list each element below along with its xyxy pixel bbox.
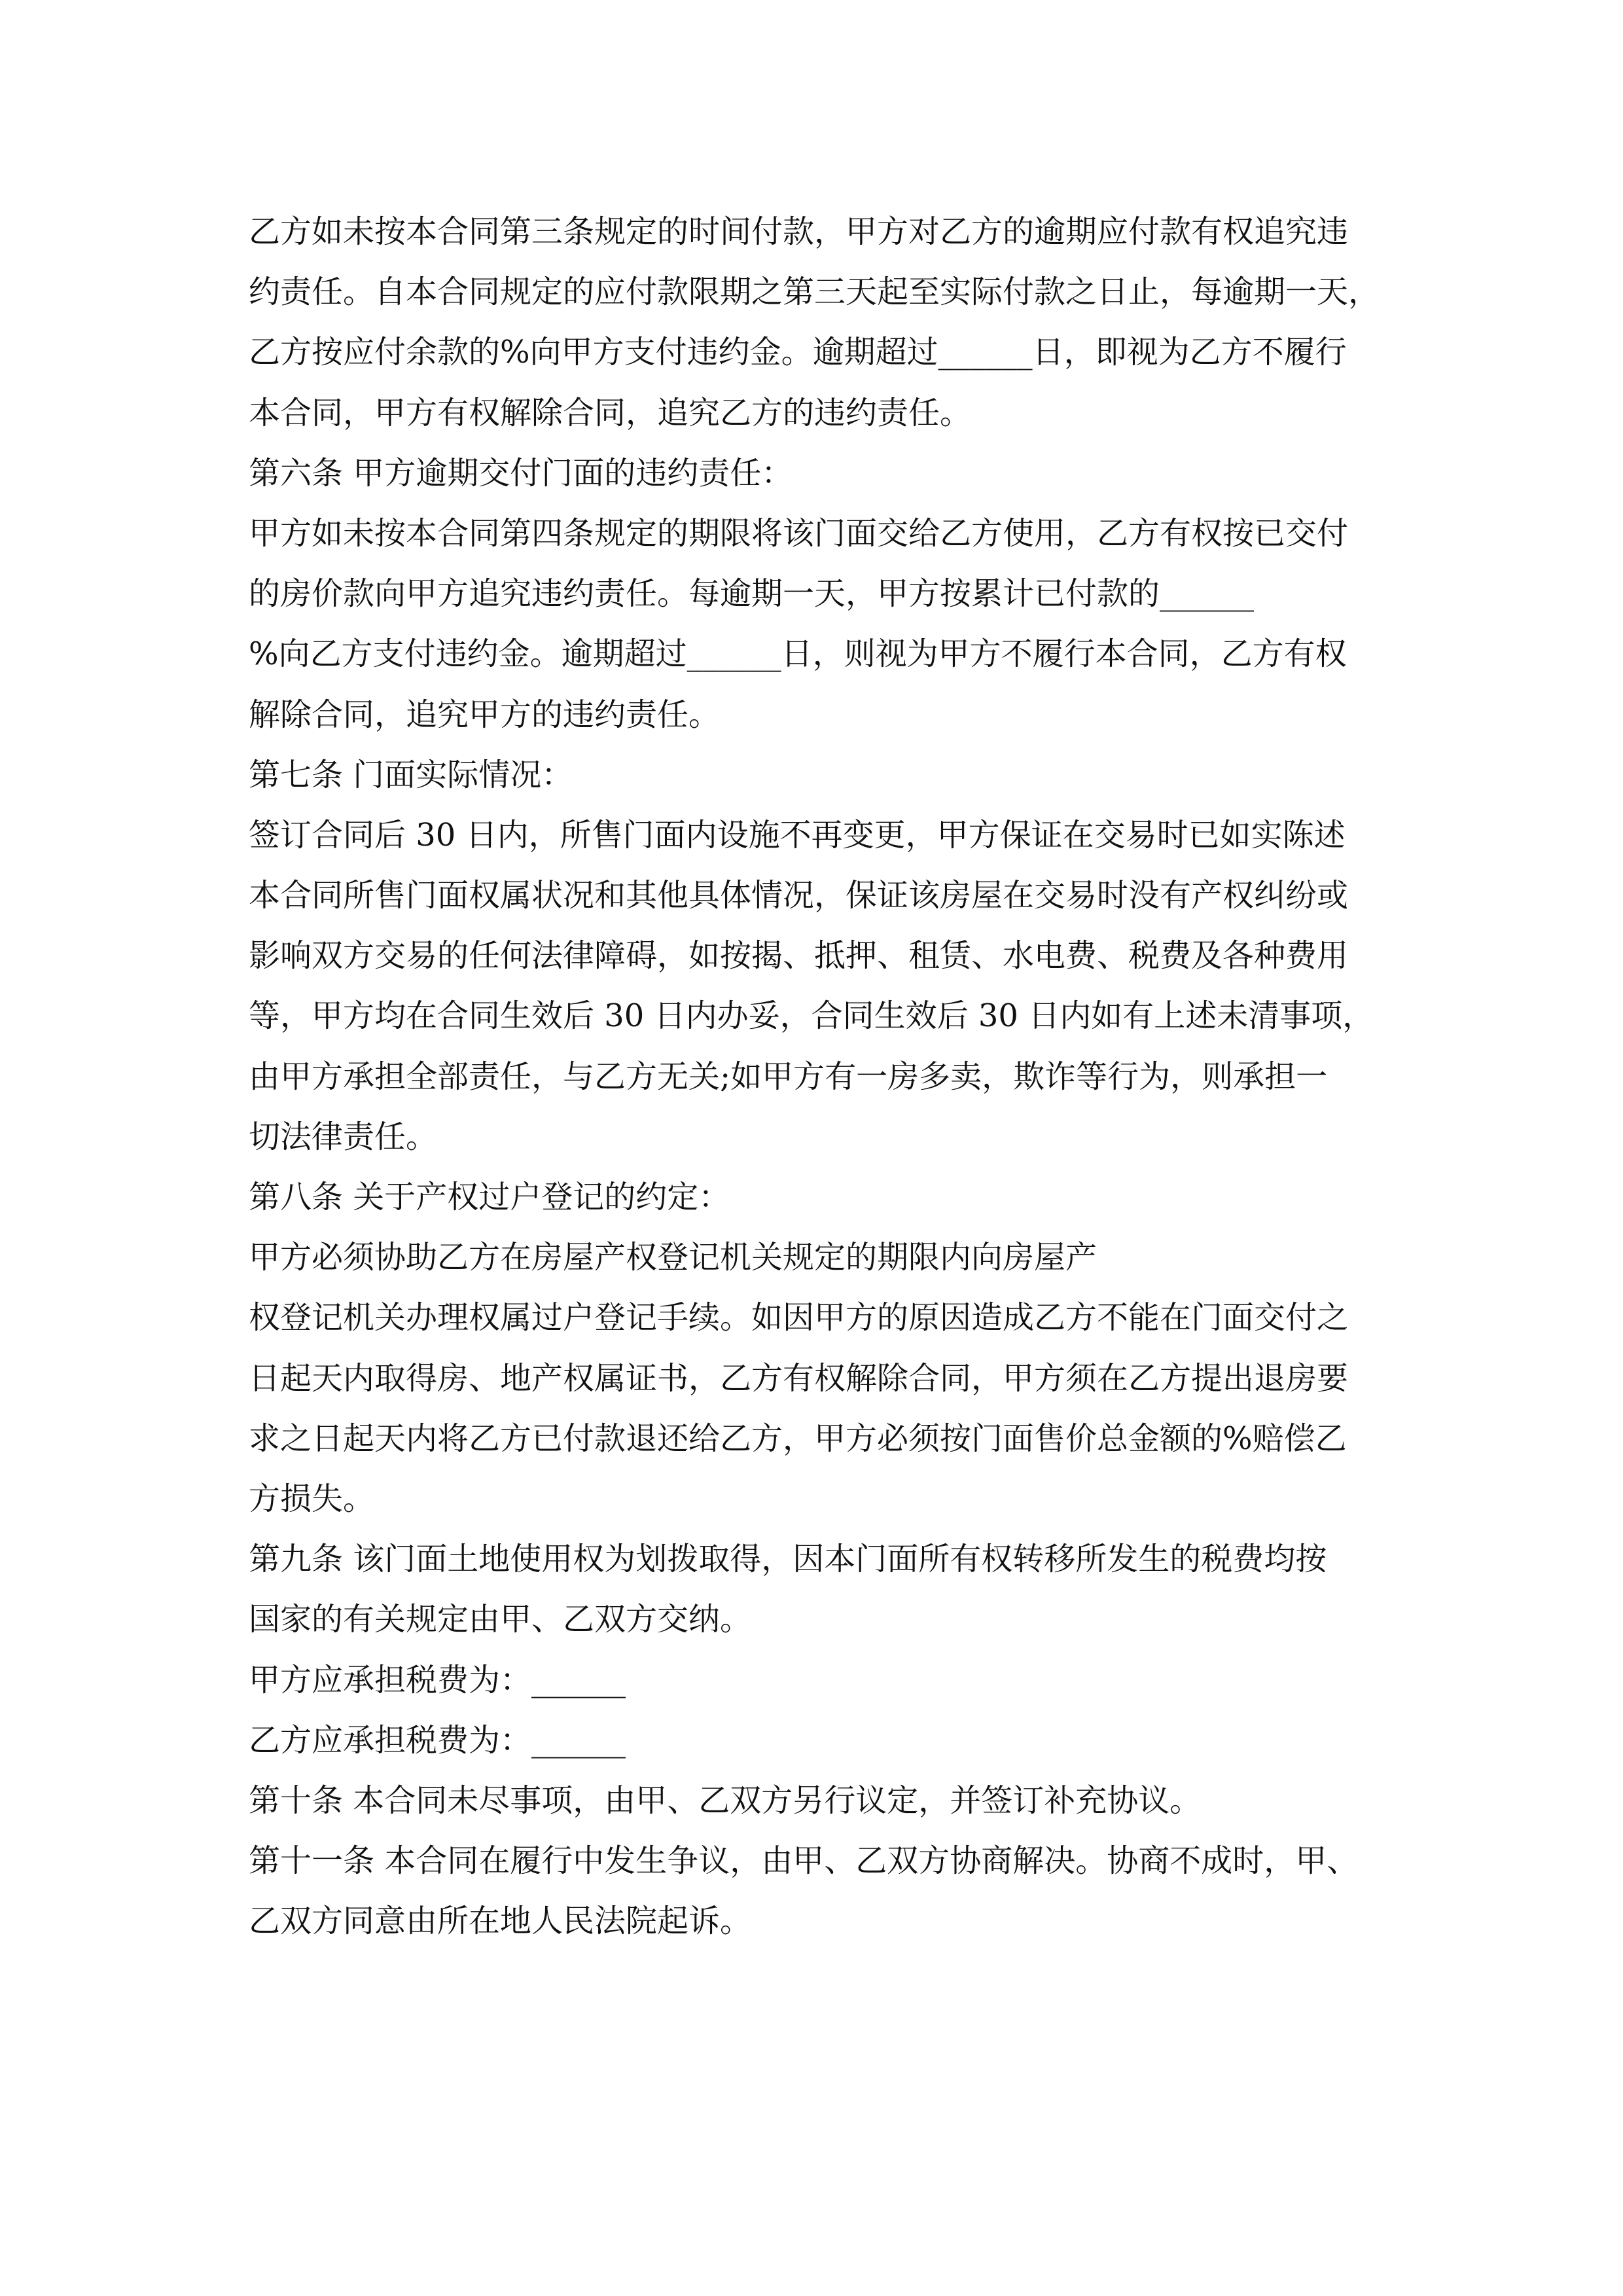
text-line: 求之日起天内将乙方已付款退还给乙方，甲方必须按门面售价总金额的%赔偿乙: [249, 1420, 1347, 1457]
text-line: 约责任。自本合同规定的应付款限期之第三天起至实际付款之日止，每逾期一天，: [249, 274, 1380, 311]
article-heading: 第十条 本合同未尽事项，由甲、乙双方另行议定，并签订补充协议。: [249, 1782, 1202, 1819]
text-line: 影响双方交易的任何法律障碍，如按揭、抵押、租赁、水电费、税费及各种费用: [249, 937, 1349, 975]
text-line: 本合同所售门面权属状况和其他具体情况，保证该房屋在交易时没有产权纠纷或: [249, 877, 1349, 914]
text-line: 本合同，甲方有权解除合同，追究乙方的违约责任。: [249, 394, 972, 431]
text-line: 的房价款向甲方追究违约责任。每逾期一天，甲方按累计已付款的______: [249, 575, 1255, 613]
text-line: 方损失。: [249, 1480, 375, 1517]
article-heading: 第六条 甲方逾期交付门面的违约责任：: [249, 454, 793, 492]
text-line: 日起天内取得房、地产权属证书，乙方有权解除合同，甲方须在乙方提出退房要: [249, 1359, 1349, 1397]
text-line: %向乙方支付违约金。逾期超过______日，则视为甲方不履行本合同，乙方有权: [249, 636, 1347, 673]
text-line: 解除合同，追究甲方的违约责任。: [249, 696, 721, 733]
article-heading: 第七条 门面实际情况：: [249, 756, 573, 793]
text-line: 乙方应承担税费为：______: [249, 1721, 626, 1759]
text-line: 甲方应承担税费为：______: [249, 1661, 626, 1698]
text-line: 权登记机关办理权属过户登记手续。如因甲方的原因造成乙方不能在门面交付之: [249, 1299, 1349, 1336]
text-line: 乙方按应付余款的%向甲方支付违约金。逾期超过______日，即视为乙方不履行: [249, 334, 1347, 371]
text-line: 乙双方同意由所在地人民法院起诉。: [249, 1903, 752, 1940]
text-line: 由甲方承担全部责任，与乙方无关;如甲方有一房多卖，欺诈等行为，则承担一: [249, 1058, 1328, 1095]
text-line: 国家的有关规定由甲、乙双方交纳。: [249, 1601, 752, 1638]
text-line: 签订合同后 30 日内，所售门面内设施不再变更，甲方保证在交易时已如实陈述: [249, 816, 1346, 853]
text-line: 切法律责任。: [249, 1118, 438, 1155]
document-body: [249, 202, 1400, 1951]
article-heading: 第九条 该门面土地使用权为划拨取得，因本门面所有权转移所发生的税费均按: [249, 1541, 1327, 1578]
text-line: 甲方必须协助乙方在房屋产权登记机关规定的期限内向房屋产: [249, 1239, 1097, 1276]
text-line: 乙方如未按本合同第三条规定的时间付款，甲方对乙方的逾期应付款有权追究违: [249, 213, 1349, 250]
article-heading: 第八条 关于产权过户登记的约定：: [249, 1179, 730, 1215]
text-line: 甲方如未按本合同第四条规定的期限将该门面交给乙方使用，乙方有权按已交付: [249, 514, 1349, 552]
article-heading: 第十一条 本合同在履行中发生争议，由甲、乙双方协商解决。协商不成时，甲、: [249, 1842, 1359, 1880]
text-line: 等，甲方均在合同生效后 30 日内办妥，合同生效后 30 日内如有上述未清事项，: [249, 997, 1374, 1035]
